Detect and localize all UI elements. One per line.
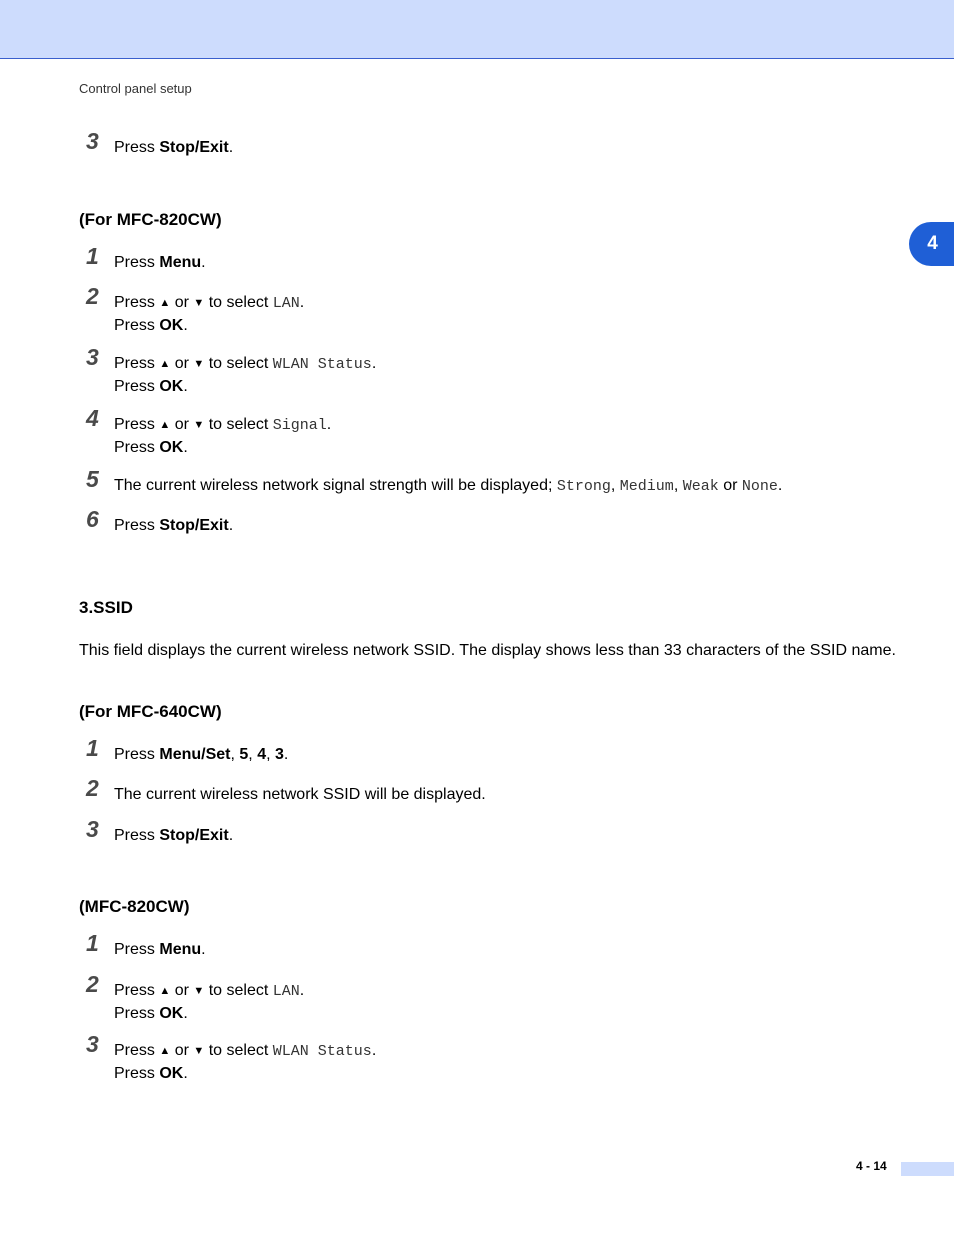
step-number: 1 — [86, 930, 99, 956]
step-text: Press Stop/Exit. — [114, 827, 234, 844]
display-value: Medium — [619, 478, 674, 495]
step-number: 4 — [86, 405, 99, 431]
header-band — [0, 0, 954, 59]
key-label: Stop/Exit — [159, 517, 229, 534]
step-number: 5 — [86, 466, 99, 492]
down-arrow-icon: ▼ — [193, 297, 205, 309]
step-text: Press Stop/Exit. — [114, 139, 234, 156]
breadcrumb: Control panel setup — [79, 81, 192, 96]
key-label: Menu — [159, 254, 202, 271]
key-label: 5 — [239, 746, 249, 763]
up-arrow-icon: ▲ — [159, 419, 171, 431]
display-value: Weak — [682, 478, 719, 495]
key-label: 4 — [257, 746, 267, 763]
step-text: Press ▲ or ▼ to select LAN. Press OK. — [114, 982, 305, 1022]
up-arrow-icon: ▲ — [159, 358, 171, 370]
step-text: Press Menu. — [114, 941, 206, 958]
display-value: Strong — [556, 478, 611, 495]
up-arrow-icon: ▲ — [159, 985, 171, 997]
key-label: Stop/Exit — [159, 827, 229, 844]
key-label: OK — [159, 1065, 184, 1082]
key-label: OK — [159, 317, 184, 334]
footer-bar — [901, 1162, 954, 1176]
section-heading: 3.SSID — [79, 598, 133, 617]
key-label: 3 — [275, 746, 284, 763]
section-heading: (For MFC-820CW) — [79, 210, 222, 229]
step-text: Press Menu/Set, 5, 4, 3. — [114, 746, 289, 763]
step-text: The current wireless network SSID will be displayed. — [114, 786, 486, 803]
section-heading: (For MFC-640CW) — [79, 702, 222, 721]
key-label: OK — [159, 1005, 184, 1022]
section-heading: (MFC-820CW) — [79, 897, 190, 916]
step-number: 2 — [86, 971, 99, 997]
key-label: Stop/Exit — [159, 139, 229, 156]
step-text: Press ▲ or ▼ to select Signal. Press OK. — [114, 416, 332, 456]
key-label: OK — [159, 439, 184, 456]
display-value: LAN — [272, 295, 300, 312]
up-arrow-icon: ▲ — [159, 297, 171, 309]
step-number: 2 — [86, 775, 99, 801]
up-arrow-icon: ▲ — [159, 1045, 171, 1057]
step-number: 3 — [86, 1031, 99, 1057]
section-paragraph: This field displays the current wireless network SSID. The display shows less than 33 characters of the SSID name. — [79, 642, 896, 659]
down-arrow-icon: ▼ — [193, 1045, 205, 1057]
step-number: 3 — [86, 128, 99, 154]
chapter-tab: 4 — [909, 222, 954, 266]
display-value: WLAN Status — [272, 1043, 372, 1060]
key-label: Menu/Set — [159, 746, 231, 763]
display-value: LAN — [272, 983, 300, 1000]
step-number: 1 — [86, 243, 99, 269]
step-number: 3 — [86, 344, 99, 370]
display-value: Signal — [272, 417, 327, 434]
step-number: 1 — [86, 735, 99, 761]
page-number: 4 - 14 — [856, 1159, 887, 1173]
step-text: Press ▲ or ▼ to select WLAN Status. Press OK. — [114, 355, 377, 395]
step-number: 3 — [86, 816, 99, 842]
down-arrow-icon: ▼ — [193, 985, 205, 997]
step-text: The current wireless network signal strength will be displayed; Strong, Medium, Weak or None. — [114, 477, 783, 495]
step-number: 2 — [86, 283, 99, 309]
key-label: OK — [159, 378, 184, 395]
step-text: Press ▲ or ▼ to select LAN. Press OK. — [114, 294, 305, 334]
step-text: Press Menu. — [114, 254, 206, 271]
step-number: 6 — [86, 506, 99, 532]
display-value: None — [741, 478, 778, 495]
display-value: WLAN Status — [272, 356, 372, 373]
step-text: Press ▲ or ▼ to select WLAN Status. Press OK. — [114, 1042, 377, 1082]
down-arrow-icon: ▼ — [193, 419, 205, 431]
step-text: Press Stop/Exit. — [114, 517, 234, 534]
key-label: Menu — [159, 941, 202, 958]
down-arrow-icon: ▼ — [193, 358, 205, 370]
